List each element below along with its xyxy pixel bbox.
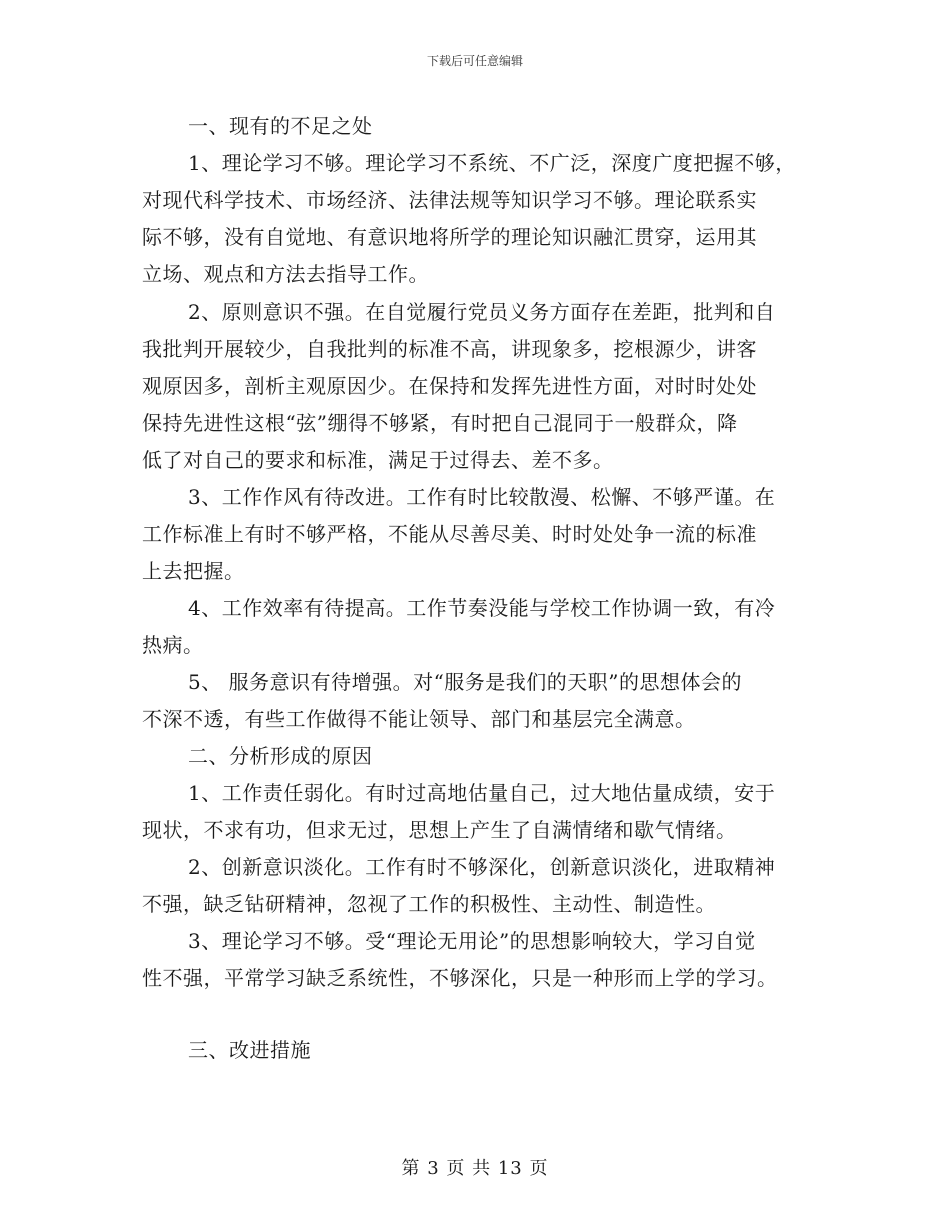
paragraph-line: 1、理论学习不够。理论学习不系统、不广泛，深度广度把握不够， [188, 151, 796, 175]
paragraph-line: 工作标准上有时不够严格，不能从尽善尽美、时时处处争一流的标准 [142, 522, 757, 546]
paragraph-line: 保持先进性这根“弦”绷得不够紧，有时把自己混同于一般群众，降 [142, 411, 738, 435]
paragraph-line: 上去把握。 [142, 559, 245, 583]
section-heading-causes: 二、分析形成的原因 [188, 744, 373, 768]
paragraph-line: 热病。 [142, 633, 204, 657]
paragraph-line: 我批判开展较少，自我批判的标准不高，讲现象多，挖根源少，讲客 [142, 337, 757, 361]
paragraph-line: 不强，缺乏钻研精神，忽视了工作的积极性、主动性、制造性。 [142, 892, 716, 916]
section-heading-improvements: 三、改进措施 [188, 1038, 311, 1062]
paragraph-line: 2、创新意识淡化。工作有时不够深化，创新意识淡化，进取精神 [188, 855, 776, 879]
paragraph-line: 3、理论学习不够。受“理论无用论”的思想影响较大，学习自觉 [188, 929, 756, 953]
paragraph-line: 性不强，平常学习缺乏系统性，不够深化，只是一种形而上学的学习。 [142, 966, 778, 990]
page-number-footer: 第 3 页 共 13 页 [401, 1158, 549, 1179]
paragraph-line: 4、工作效率有待提高。工作节奏没能与学校工作协调一致，有冷 [188, 596, 776, 620]
paragraph-line: 不深不透，有些工作做得不能让领导、部门和基层完全满意。 [142, 707, 696, 731]
paragraph-line: 1、工作责任弱化。有时过高地估量自己，过大地估量成绩，安于 [188, 781, 776, 805]
paragraph-line: 5、 服务意识有待增强。对“服务是我们的天职”的思想体会的 [188, 670, 743, 694]
paragraph-line: 现状，不求有功，但求无过，思想上产生了自满情绪和歇气情绪。 [142, 818, 737, 842]
paragraph-line: 际不够，没有自觉地、有意识地将所学的理论知识融汇贯穿，运用其 [142, 225, 757, 249]
paragraph-line: 观原因多，剖析主观原因少。在保持和发挥先进性方面，对时时处处 [142, 374, 757, 398]
section-heading-shortcomings: 一、现有的不足之处 [188, 114, 373, 138]
page-header-note: 下载后可任意编辑 [426, 54, 523, 68]
paragraph-line: 低了对自己的要求和标准，满足于过得去、差不多。 [142, 448, 614, 472]
paragraph-line: 立场、观点和方法去指导工作。 [142, 262, 429, 286]
paragraph-line: 3、工作作风有待改进。工作有时比较散漫、松懈、不够严谨。在 [188, 485, 776, 509]
paragraph-line: 2、原则意识不强。在自觉履行党员义务方面存在差距，批判和自 [188, 300, 776, 324]
paragraph-line: 对现代科学技术、市场经济、法律法规等知识学习不够。理论联系实 [142, 188, 757, 212]
